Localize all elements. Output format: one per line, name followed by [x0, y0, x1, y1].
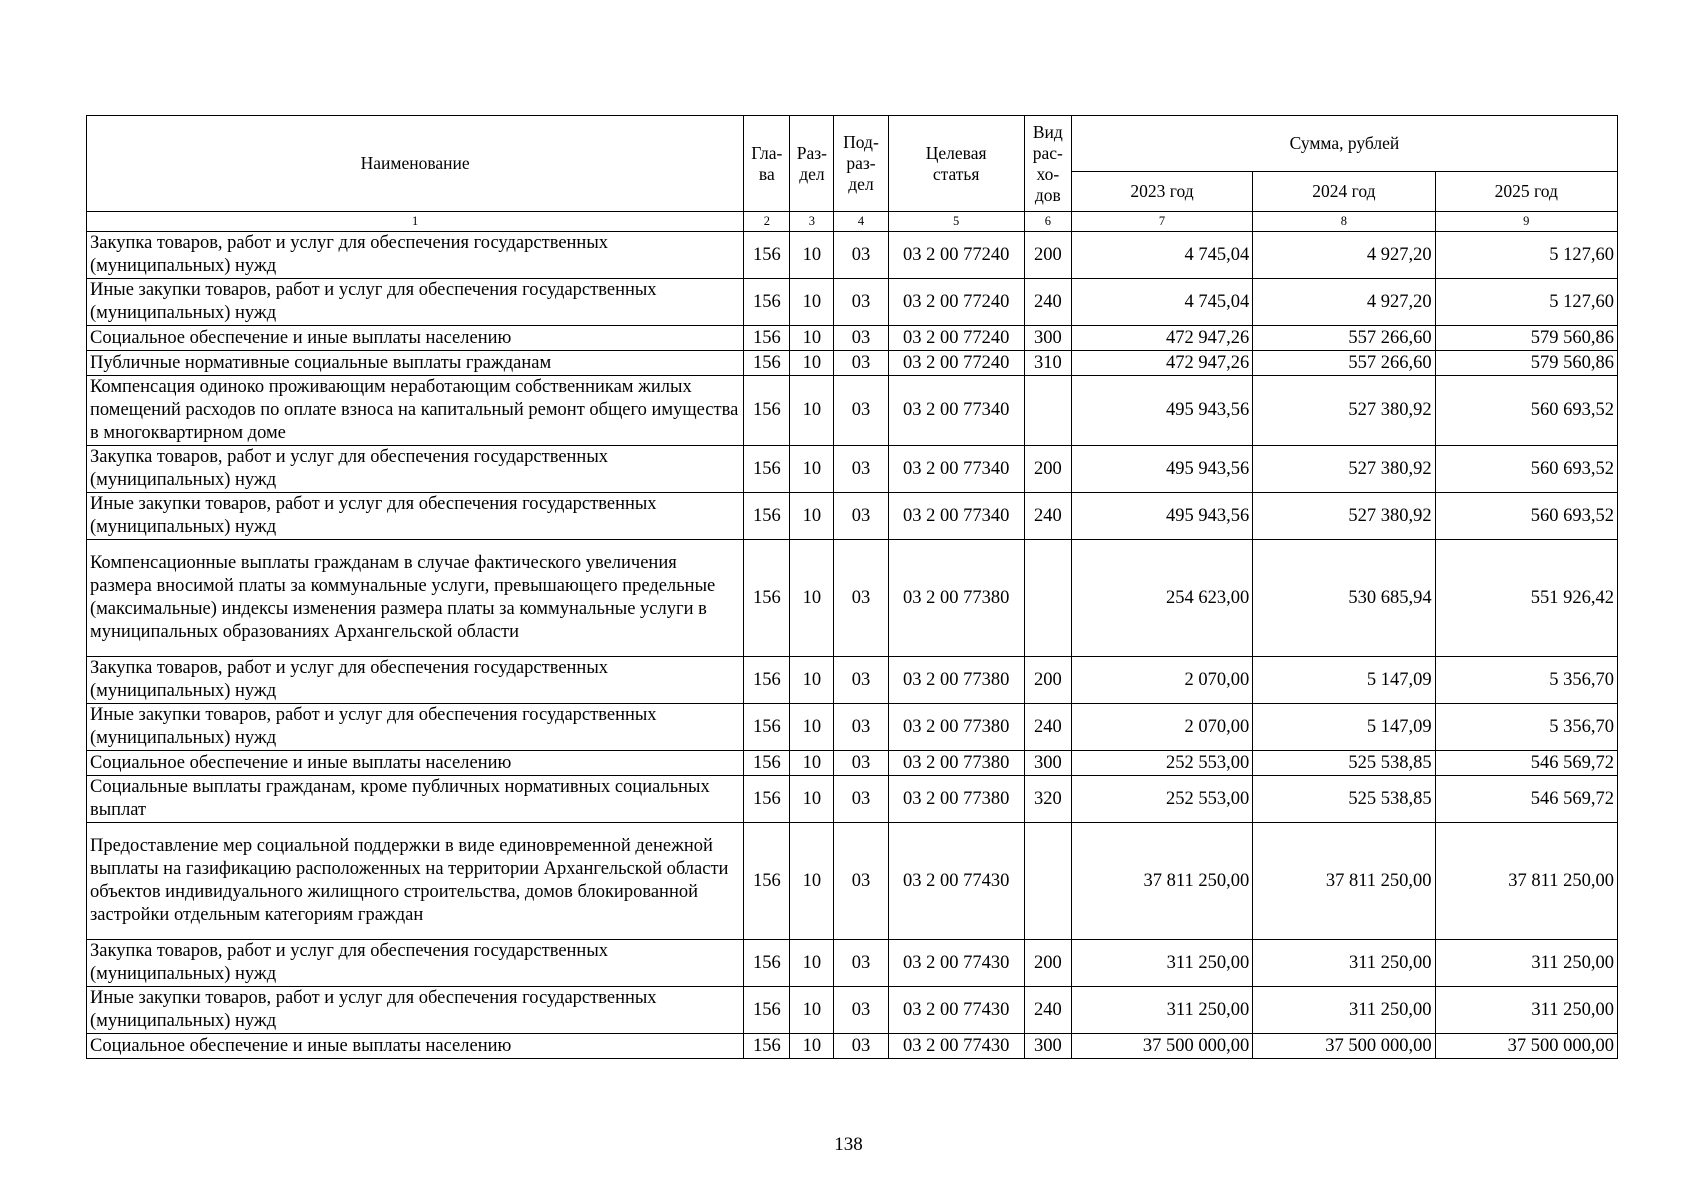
cell-name: Компенсационные выплаты гражданам в случае фактического увеличения размера вносимой платы за коммунальные услуги, превышающего предельные (максимальные) индексы изменения размера платы за коммунальные услуги в муниципальных образованиях Архангельской области — [87, 540, 744, 657]
table-row — [87, 657, 1618, 704]
cell-tselevaya-statya: 03 2 00 77340 — [888, 446, 1024, 493]
cell-sum-2024: 530 685,94 — [1253, 540, 1435, 657]
cell-name: Социальное обеспечение и иные выплаты населению — [87, 1034, 744, 1059]
cell-sum-2025: 37 500 000,00 — [1435, 1034, 1617, 1059]
cell-tselevaya-statya: 03 2 00 77430 — [888, 1034, 1024, 1059]
cell-vid-raskhodov: 200 — [1024, 657, 1071, 704]
column-number: 8 — [1253, 212, 1435, 232]
cell-name: Публичные нормативные социальные выплаты гражданам — [87, 351, 744, 376]
cell-tselevaya-statya: 03 2 00 77340 — [888, 376, 1024, 446]
cell-sum-2024: 525 538,85 — [1253, 776, 1435, 823]
cell-sum-2024: 37 500 000,00 — [1253, 1034, 1435, 1059]
table-row — [87, 776, 1618, 823]
cell-sum-2025: 546 569,72 — [1435, 776, 1617, 823]
cell-sum-2023: 495 943,56 — [1071, 493, 1252, 540]
cell-sum-2025: 560 693,52 — [1435, 446, 1617, 493]
cell-glava: 156 — [744, 940, 790, 987]
cell-vid-raskhodov: 300 — [1024, 751, 1071, 776]
cell-sum-2025: 5 127,60 — [1435, 279, 1617, 326]
cell-glava: 156 — [744, 493, 790, 540]
header-summa: Сумма, рублей — [1071, 116, 1617, 172]
cell-razdel: 10 — [790, 751, 834, 776]
cell-sum-2024: 311 250,00 — [1253, 940, 1435, 987]
cell-sum-2025: 37 811 250,00 — [1435, 823, 1617, 940]
cell-sum-2024: 527 380,92 — [1253, 376, 1435, 446]
cell-razdel: 10 — [790, 823, 834, 940]
cell-sum-2023: 311 250,00 — [1071, 987, 1252, 1034]
cell-sum-2025: 311 250,00 — [1435, 987, 1617, 1034]
cell-podrazdel: 03 — [834, 493, 888, 540]
cell-razdel: 10 — [790, 1034, 834, 1059]
header-glava: Гла- ва — [744, 116, 790, 212]
cell-sum-2023: 495 943,56 — [1071, 446, 1252, 493]
column-number: 3 — [790, 212, 834, 232]
cell-razdel: 10 — [790, 351, 834, 376]
cell-glava: 156 — [744, 446, 790, 493]
cell-podrazdel: 03 — [834, 279, 888, 326]
cell-tselevaya-statya: 03 2 00 77340 — [888, 493, 1024, 540]
cell-name: Иные закупки товаров, работ и услуг для обеспечения государственных (муниципальных) нужд — [87, 987, 744, 1034]
cell-glava: 156 — [744, 704, 790, 751]
cell-sum-2025: 551 926,42 — [1435, 540, 1617, 657]
cell-podrazdel: 03 — [834, 657, 888, 704]
cell-sum-2024: 5 147,09 — [1253, 657, 1435, 704]
cell-podrazdel: 03 — [834, 376, 888, 446]
cell-glava: 156 — [744, 987, 790, 1034]
cell-sum-2023: 252 553,00 — [1071, 776, 1252, 823]
cell-vid-raskhodov: 300 — [1024, 326, 1071, 351]
cell-name: Социальные выплаты гражданам, кроме публичных нормативных социальных выплат — [87, 776, 744, 823]
cell-razdel: 10 — [790, 446, 834, 493]
cell-vid-raskhodov: 240 — [1024, 987, 1071, 1034]
header-year-2025: 2025 год — [1435, 172, 1617, 212]
cell-podrazdel: 03 — [834, 987, 888, 1034]
cell-tselevaya-statya: 03 2 00 77240 — [888, 279, 1024, 326]
cell-podrazdel: 03 — [834, 751, 888, 776]
cell-glava: 156 — [744, 326, 790, 351]
cell-tselevaya-statya: 03 2 00 77240 — [888, 232, 1024, 279]
table-row — [87, 376, 1618, 446]
table-row — [87, 1034, 1618, 1059]
cell-name: Иные закупки товаров, работ и услуг для обеспечения государственных (муниципальных) нужд — [87, 704, 744, 751]
cell-sum-2025: 560 693,52 — [1435, 493, 1617, 540]
cell-tselevaya-statya: 03 2 00 77380 — [888, 704, 1024, 751]
cell-sum-2024: 4 927,20 — [1253, 279, 1435, 326]
column-number: 5 — [888, 212, 1024, 232]
table-body — [87, 232, 1618, 1059]
cell-glava: 156 — [744, 1034, 790, 1059]
cell-sum-2025: 5 356,70 — [1435, 657, 1617, 704]
cell-razdel: 10 — [790, 704, 834, 751]
header-name: Наименование — [87, 116, 744, 212]
cell-tselevaya-statya: 03 2 00 77430 — [888, 940, 1024, 987]
column-number: 1 — [87, 212, 744, 232]
cell-tselevaya-statya: 03 2 00 77380 — [888, 540, 1024, 657]
header-year-2024: 2024 год — [1253, 172, 1435, 212]
cell-vid-raskhodov — [1024, 376, 1071, 446]
column-number: 4 — [834, 212, 888, 232]
cell-sum-2025: 579 560,86 — [1435, 326, 1617, 351]
cell-sum-2024: 557 266,60 — [1253, 326, 1435, 351]
column-number: 6 — [1024, 212, 1071, 232]
cell-razdel: 10 — [790, 493, 834, 540]
cell-podrazdel: 03 — [834, 1034, 888, 1059]
cell-sum-2024: 4 927,20 — [1253, 232, 1435, 279]
cell-glava: 156 — [744, 376, 790, 446]
cell-sum-2023: 37 500 000,00 — [1071, 1034, 1252, 1059]
cell-sum-2025: 560 693,52 — [1435, 376, 1617, 446]
cell-vid-raskhodov — [1024, 823, 1071, 940]
cell-vid-raskhodov: 200 — [1024, 446, 1071, 493]
cell-vid-raskhodov: 320 — [1024, 776, 1071, 823]
table-row — [87, 493, 1618, 540]
cell-vid-raskhodov: 240 — [1024, 493, 1071, 540]
cell-name: Закупка товаров, работ и услуг для обеспечения государственных (муниципальных) нужд — [87, 657, 744, 704]
table-row — [87, 540, 1618, 657]
column-number: 2 — [744, 212, 790, 232]
header-razdel: Раз- дел — [790, 116, 834, 212]
cell-podrazdel: 03 — [834, 823, 888, 940]
cell-vid-raskhodov: 240 — [1024, 279, 1071, 326]
cell-name: Компенсация одиноко проживающим неработающим собственникам жилых помещений расходов по оплате взноса на капитальный ремонт общего имущества в многоквартирном доме — [87, 376, 744, 446]
cell-name: Предоставление мер социальной поддержки в виде единовременной денежной выплаты на газификацию расположенных на территории Архангельской области объектов индивидуального жилищного строительства, домов блокированной застройки отдельным категориям граждан — [87, 823, 744, 940]
cell-sum-2023: 472 947,26 — [1071, 351, 1252, 376]
cell-glava: 156 — [744, 823, 790, 940]
page-number: 138 — [834, 1134, 863, 1155]
column-number-row — [87, 212, 1618, 232]
cell-razdel: 10 — [790, 776, 834, 823]
cell-sum-2023: 495 943,56 — [1071, 376, 1252, 446]
cell-vid-raskhodov — [1024, 540, 1071, 657]
cell-glava: 156 — [744, 776, 790, 823]
cell-podrazdel: 03 — [834, 446, 888, 493]
cell-sum-2024: 527 380,92 — [1253, 493, 1435, 540]
cell-glava: 156 — [744, 540, 790, 657]
column-number: 7 — [1071, 212, 1252, 232]
cell-sum-2025: 546 569,72 — [1435, 751, 1617, 776]
table-row — [87, 751, 1618, 776]
cell-razdel: 10 — [790, 657, 834, 704]
cell-vid-raskhodov: 310 — [1024, 351, 1071, 376]
cell-podrazdel: 03 — [834, 232, 888, 279]
cell-name: Иные закупки товаров, работ и услуг для обеспечения государственных (муниципальных) нужд — [87, 493, 744, 540]
table-row — [87, 279, 1618, 326]
cell-sum-2025: 5 356,70 — [1435, 704, 1617, 751]
table-row — [87, 232, 1618, 279]
cell-sum-2024: 525 538,85 — [1253, 751, 1435, 776]
budget-table — [86, 115, 1618, 1059]
cell-razdel: 10 — [790, 940, 834, 987]
cell-sum-2023: 252 553,00 — [1071, 751, 1252, 776]
cell-vid-raskhodov: 200 — [1024, 232, 1071, 279]
header-podrazdel: Под- раз- дел — [834, 116, 888, 212]
cell-tselevaya-statya: 03 2 00 77380 — [888, 657, 1024, 704]
table-row — [87, 704, 1618, 751]
header-tselevaya-statya: Целевая статья — [888, 116, 1024, 212]
table-row — [87, 940, 1618, 987]
cell-vid-raskhodov: 240 — [1024, 704, 1071, 751]
cell-glava: 156 — [744, 657, 790, 704]
cell-vid-raskhodov: 300 — [1024, 1034, 1071, 1059]
cell-sum-2023: 472 947,26 — [1071, 326, 1252, 351]
cell-razdel: 10 — [790, 540, 834, 657]
header-vid-raskhodov: Вид рас- хо- дов — [1024, 116, 1071, 212]
cell-sum-2023: 37 811 250,00 — [1071, 823, 1252, 940]
cell-name: Социальное обеспечение и иные выплаты населению — [87, 326, 744, 351]
cell-sum-2023: 2 070,00 — [1071, 704, 1252, 751]
cell-podrazdel: 03 — [834, 326, 888, 351]
cell-podrazdel: 03 — [834, 351, 888, 376]
cell-glava: 156 — [744, 351, 790, 376]
cell-podrazdel: 03 — [834, 704, 888, 751]
table-row — [87, 987, 1618, 1034]
cell-sum-2024: 5 147,09 — [1253, 704, 1435, 751]
cell-name: Закупка товаров, работ и услуг для обеспечения государственных (муниципальных) нужд — [87, 940, 744, 987]
table-header — [87, 116, 1618, 232]
cell-tselevaya-statya: 03 2 00 77380 — [888, 776, 1024, 823]
cell-tselevaya-statya: 03 2 00 77430 — [888, 987, 1024, 1034]
table-row — [87, 823, 1618, 940]
cell-tselevaya-statya: 03 2 00 77240 — [888, 351, 1024, 376]
cell-name: Социальное обеспечение и иные выплаты населению — [87, 751, 744, 776]
cell-razdel: 10 — [790, 326, 834, 351]
cell-razdel: 10 — [790, 232, 834, 279]
header-year-2023: 2023 год — [1071, 172, 1252, 212]
table-row — [87, 351, 1618, 376]
cell-glava: 156 — [744, 751, 790, 776]
cell-sum-2023: 4 745,04 — [1071, 279, 1252, 326]
column-number: 9 — [1435, 212, 1617, 232]
cell-tselevaya-statya: 03 2 00 77430 — [888, 823, 1024, 940]
cell-razdel: 10 — [790, 376, 834, 446]
cell-sum-2023: 254 623,00 — [1071, 540, 1252, 657]
cell-vid-raskhodov: 200 — [1024, 940, 1071, 987]
cell-tselevaya-statya: 03 2 00 77380 — [888, 751, 1024, 776]
cell-sum-2024: 37 811 250,00 — [1253, 823, 1435, 940]
cell-sum-2023: 2 070,00 — [1071, 657, 1252, 704]
cell-sum-2024: 527 380,92 — [1253, 446, 1435, 493]
cell-name: Закупка товаров, работ и услуг для обеспечения государственных (муниципальных) нужд — [87, 232, 744, 279]
cell-sum-2023: 4 745,04 — [1071, 232, 1252, 279]
table-row — [87, 326, 1618, 351]
cell-sum-2024: 557 266,60 — [1253, 351, 1435, 376]
cell-sum-2025: 579 560,86 — [1435, 351, 1617, 376]
cell-glava: 156 — [744, 232, 790, 279]
cell-sum-2024: 311 250,00 — [1253, 987, 1435, 1034]
cell-sum-2023: 311 250,00 — [1071, 940, 1252, 987]
cell-glava: 156 — [744, 279, 790, 326]
cell-podrazdel: 03 — [834, 540, 888, 657]
cell-name: Закупка товаров, работ и услуг для обеспечения государственных (муниципальных) нужд — [87, 446, 744, 493]
cell-sum-2025: 311 250,00 — [1435, 940, 1617, 987]
cell-podrazdel: 03 — [834, 776, 888, 823]
cell-razdel: 10 — [790, 279, 834, 326]
cell-podrazdel: 03 — [834, 940, 888, 987]
cell-tselevaya-statya: 03 2 00 77240 — [888, 326, 1024, 351]
cell-name: Иные закупки товаров, работ и услуг для обеспечения государственных (муниципальных) нужд — [87, 279, 744, 326]
table-row — [87, 446, 1618, 493]
cell-razdel: 10 — [790, 987, 834, 1034]
cell-sum-2025: 5 127,60 — [1435, 232, 1617, 279]
